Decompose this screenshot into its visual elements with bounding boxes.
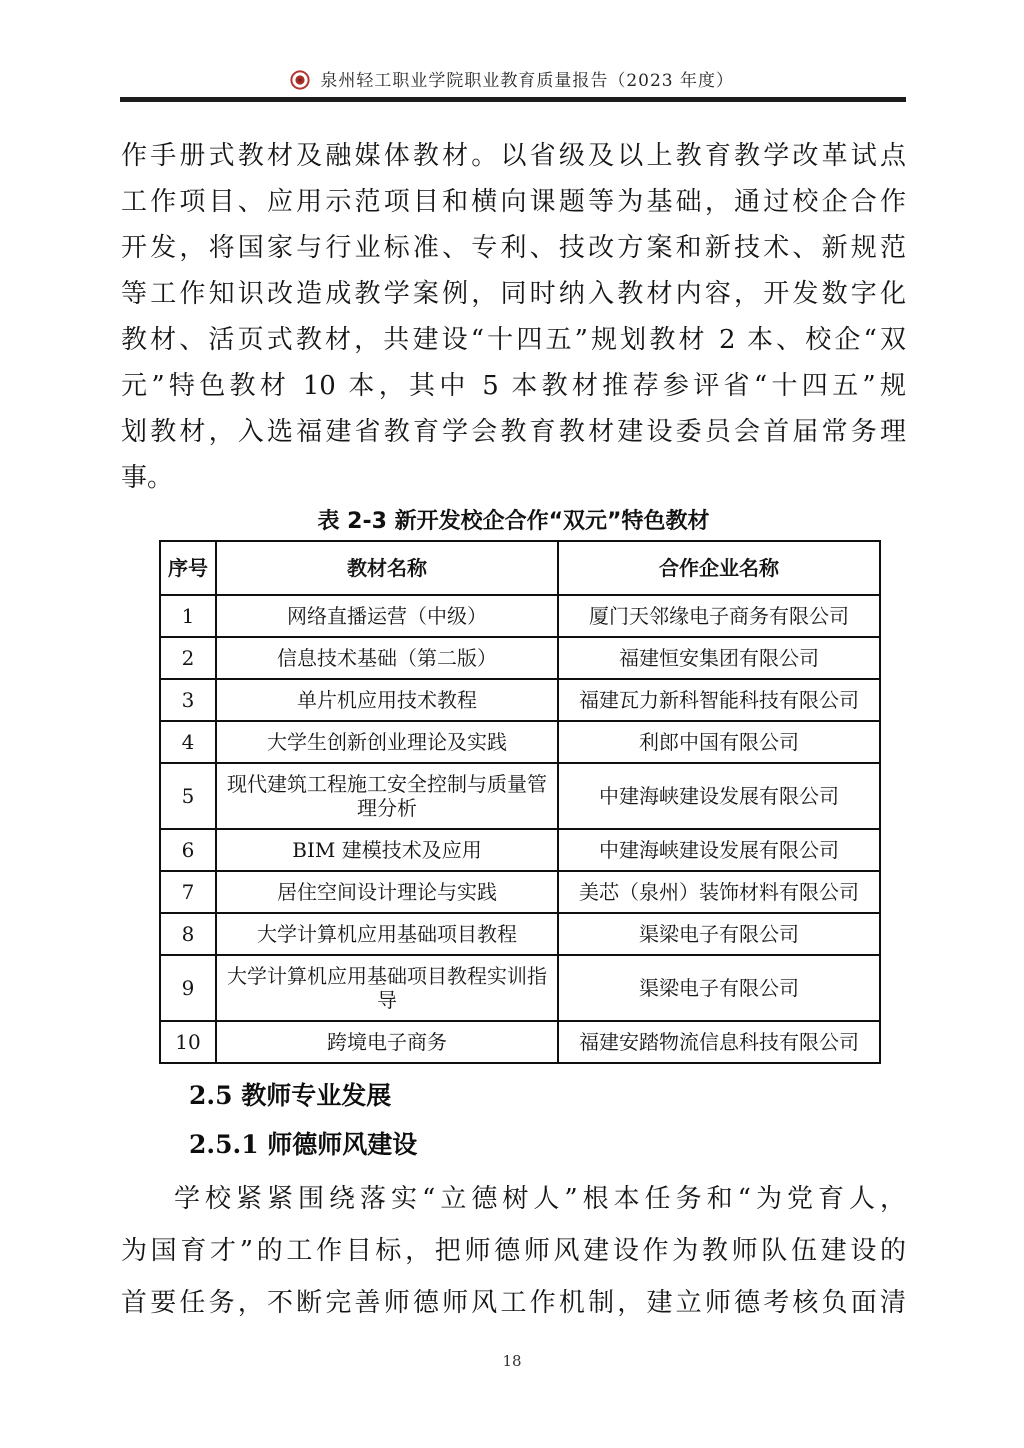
company-name-cell: 美芯（泉州）装饰材料有限公司 bbox=[558, 871, 880, 913]
company-name-cell: 中建海峡建设发展有限公司 bbox=[558, 829, 880, 871]
text-line: 为国育才”的工作目标，把师德师风建设作为教师队伍建设的 bbox=[121, 1236, 906, 1266]
running-header bbox=[0, 66, 1024, 95]
text-line: 划教材，入选福建省教育学会教育教材建设委员会首届常务理 bbox=[121, 417, 906, 447]
company-name-cell: 渠梁电子有限公司 bbox=[558, 913, 880, 955]
text-line: 开发，将国家与行业标准、专利、技改方案和新技术、新规范 bbox=[121, 233, 906, 263]
table-row bbox=[160, 679, 880, 721]
company-name-cell: 福建恒安集团有限公司 bbox=[558, 637, 880, 679]
table-header-row bbox=[160, 541, 880, 595]
row-number-cell: 4 bbox=[160, 721, 216, 763]
row-number-cell: 9 bbox=[160, 955, 216, 1021]
college-seal-icon bbox=[290, 70, 310, 95]
row-number-cell: 2 bbox=[160, 637, 216, 679]
textbook-name-cell: 大学计算机应用基础项目教程实训指导 bbox=[216, 955, 558, 1021]
table-row bbox=[160, 1021, 880, 1063]
column-header-number: 序号 bbox=[160, 541, 216, 595]
table-caption: 表 2-3 新开发校企合作“双元”特色教材 bbox=[317, 509, 710, 534]
column-header-textbook: 教材名称 bbox=[216, 541, 558, 595]
table-row bbox=[160, 871, 880, 913]
textbook-name-cell: 大学计算机应用基础项目教程 bbox=[216, 913, 558, 955]
table-row bbox=[160, 721, 880, 763]
row-number-cell: 5 bbox=[160, 763, 216, 829]
textbook-name-cell: 居住空间设计理论与实践 bbox=[216, 871, 558, 913]
text-line: 首要任务，不断完善师德师风工作机制，建立师德考核负面清 bbox=[121, 1288, 906, 1318]
text-line: 等工作知识改造成教学案例，同时纳入教材内容，开发数字化 bbox=[121, 279, 906, 309]
text-line: 工作项目、应用示范项目和横向课题等为基础，通过校企合作 bbox=[121, 187, 906, 217]
table-row bbox=[160, 913, 880, 955]
company-name-cell: 渠梁电子有限公司 bbox=[558, 955, 880, 1021]
table-row bbox=[160, 829, 880, 871]
text-line: 教材、活页式教材，共建设“十四五”规划教材 2 本、校企“双 bbox=[121, 325, 906, 355]
page-content bbox=[121, 133, 906, 1329]
text-line: 事。 bbox=[121, 463, 174, 493]
report-title: 泉州轻工职业学院职业教育质量报告（2023 年度） bbox=[320, 71, 735, 91]
text-line: 元”特色教材 10 本，其中 5 本教材推荐参评省“十四五”规 bbox=[121, 371, 906, 401]
row-number-cell: 6 bbox=[160, 829, 216, 871]
row-number-cell: 7 bbox=[160, 871, 216, 913]
column-header-company: 合作企业名称 bbox=[558, 541, 880, 595]
textbook-table-body bbox=[160, 595, 880, 1063]
section-heading: 2.5 教师专业发展 bbox=[189, 1081, 392, 1110]
textbook-name-cell: 信息技术基础（第二版） bbox=[216, 637, 558, 679]
row-number-cell: 8 bbox=[160, 913, 216, 955]
table-row bbox=[160, 763, 880, 829]
textbook-name-cell: 网络直播运营（中级） bbox=[216, 595, 558, 637]
row-number-cell: 10 bbox=[160, 1021, 216, 1063]
table-row bbox=[160, 595, 880, 637]
company-name-cell: 厦门天邻缘电子商务有限公司 bbox=[558, 595, 880, 637]
company-name-cell: 利郎中国有限公司 bbox=[558, 721, 880, 763]
row-number-cell: 1 bbox=[160, 595, 216, 637]
company-name-cell: 福建瓦力新科智能科技有限公司 bbox=[558, 679, 880, 721]
subsection-heading: 2.5.1 师德师风建设 bbox=[189, 1130, 418, 1159]
header-divider bbox=[120, 97, 906, 102]
company-name-cell: 福建安踏物流信息科技有限公司 bbox=[558, 1021, 880, 1063]
textbook-name-cell: 现代建筑工程施工安全控制与质量管理分析 bbox=[216, 763, 558, 829]
textbook-name-cell: 大学生创新创业理论及实践 bbox=[216, 721, 558, 763]
textbook-name-cell: 单片机应用技术教程 bbox=[216, 679, 558, 721]
table-row bbox=[160, 955, 880, 1021]
textbook-name-cell: BIM 建模技术及应用 bbox=[216, 829, 558, 871]
opening-paragraph bbox=[121, 133, 906, 501]
text-line: 学校紧紧围绕落实“立德树人”根本任务和“为党育人， bbox=[174, 1184, 906, 1214]
company-name-cell: 中建海峡建设发展有限公司 bbox=[558, 763, 880, 829]
textbook-table bbox=[159, 540, 881, 1064]
table-row bbox=[160, 637, 880, 679]
page-number: 18 bbox=[502, 1352, 522, 1370]
textbook-name-cell: 跨境电子商务 bbox=[216, 1021, 558, 1063]
row-number-cell: 3 bbox=[160, 679, 216, 721]
text-line: 作手册式教材及融媒体教材。以省级及以上教育教学改革试点 bbox=[121, 141, 906, 171]
closing-paragraph bbox=[121, 1173, 906, 1329]
